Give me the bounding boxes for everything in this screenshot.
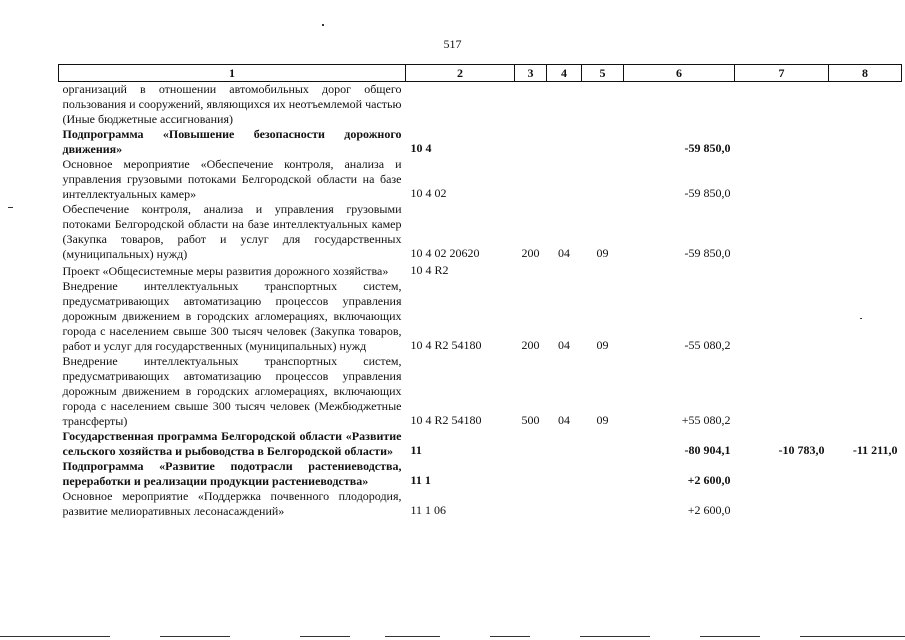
header-row: [59, 65, 902, 82]
table-row: [59, 157, 902, 202]
row-col4-cell: 04: [558, 246, 570, 260]
column-header: 5: [582, 65, 624, 82]
row-code-cell: 11 1: [410, 473, 431, 487]
row-col7-cell: -10 783,0: [778, 443, 825, 457]
row-col7-cell: [735, 354, 829, 429]
column-header: 4: [547, 65, 582, 82]
row-col3-cell: [515, 489, 547, 519]
row-col5-cell: [582, 262, 624, 279]
table-body: [59, 82, 902, 520]
row-col7-cell: [735, 82, 829, 128]
row-col8-cell: [829, 354, 902, 429]
scan-speck: [8, 207, 13, 208]
row-col7-cell: [735, 262, 829, 279]
row-col4-cell: [547, 262, 582, 279]
row-name-cell: Проект «Общесистемные меры развития дорожного хозяйства»: [62, 264, 389, 278]
row-col7-cell: [735, 127, 829, 157]
table-row: [59, 127, 902, 157]
row-col4-cell: [547, 82, 582, 128]
row-name-cell: Основное мероприятие «Поддержка почвенного плодородия, развитие мелиоративных лесонасаждений»: [62, 489, 402, 518]
row-col8-cell: [829, 202, 902, 262]
table-row: [59, 354, 902, 429]
row-col8-cell: [829, 262, 902, 279]
row-col4-cell: 04: [558, 413, 570, 427]
table-row: [59, 429, 902, 459]
row-name-cell: Внедрение интеллектуальных транспортных систем, предусматривающих автоматизацию процессов управления дорожным движением в городских агломерациях, включающих города с населением свыше 300 тысяч человек (Закупка товаров, работ и услуг для государственных (муниципальных) нужд: [62, 279, 402, 353]
column-header: 2: [406, 65, 515, 82]
budget-table: [58, 64, 902, 519]
row-name-cell: Подпрограмма «Повышение безопасности дорожного движения»: [62, 127, 402, 156]
row-name-cell: Основное мероприятие «Обеспечение контроля, анализа и управления грузовыми потоками Белгородской области на базе интеллектуальных камер»: [62, 157, 402, 201]
column-header: 3: [515, 65, 547, 82]
row-col3-cell: [515, 127, 547, 157]
table-row: [59, 489, 902, 519]
row-col4-cell: [547, 157, 582, 202]
row-col6-cell: +2 600,0: [687, 473, 731, 487]
row-col3-cell: 500: [521, 413, 540, 427]
row-col4-cell: [547, 459, 582, 489]
row-col6-cell: -59 850,0: [684, 141, 731, 155]
row-col3-cell: [515, 429, 547, 459]
row-col3-cell: [515, 459, 547, 489]
row-col4-cell: [547, 429, 582, 459]
row-col7-cell: [735, 157, 829, 202]
column-header: 7: [735, 65, 829, 82]
row-col4-cell: [547, 127, 582, 157]
row-col6-cell: -55 080,2: [684, 338, 731, 352]
scan-speck: [860, 318, 862, 319]
row-col7-cell: [735, 489, 829, 519]
row-name-cell: Обеспечение контроля, анализа и управления грузовыми потоками Белгородской области на базе интеллектуальных камер (Закупка товаров, работ и услуг для государственных (муниципальных) нужд): [62, 202, 402, 261]
row-col6-cell: [624, 82, 735, 128]
row-name-cell: Подпрограмма «Развитие подотрасли растениеводства, переработки и реализации продукции растениеводства»: [62, 459, 402, 488]
row-col5-cell: [582, 82, 624, 128]
row-col8-cell: [829, 157, 902, 202]
table-row: [59, 279, 902, 354]
row-col5-cell: [582, 459, 624, 489]
row-col4-cell: [547, 489, 582, 519]
row-code-cell: 10 4 02: [410, 186, 447, 200]
row-code-cell: 10 4 R2: [410, 263, 449, 277]
scan-speck: [322, 24, 324, 26]
table-row: [59, 262, 902, 279]
row-col6-cell: +55 080,2: [681, 413, 731, 427]
row-col6-cell: -59 850,0: [684, 246, 731, 260]
row-col6-cell: -59 850,0: [684, 186, 731, 200]
row-col5-cell: 09: [596, 246, 609, 260]
row-col3-cell: 200: [521, 246, 540, 260]
row-col3-cell: [515, 82, 547, 128]
row-col6-cell: -80 904,1: [684, 443, 731, 457]
row-col5-cell: 09: [596, 413, 609, 427]
table-row: [59, 459, 902, 489]
row-col8-cell: -11 211,0: [852, 443, 898, 457]
row-col8-cell: [829, 279, 902, 354]
page-bottom-edge: [0, 634, 905, 640]
row-col6-cell: [624, 262, 735, 279]
row-col8-cell: [829, 127, 902, 157]
row-code-cell: [406, 82, 515, 128]
row-name-cell: Государственная программа Белгородской области «Развитие сельского хозяйства и рыбоводства в Белгородской области»: [62, 429, 402, 458]
page-number: 517: [443, 37, 462, 51]
row-col5-cell: [582, 489, 624, 519]
row-code-cell: 10 4 02 20620: [410, 246, 480, 260]
row-col5-cell: [582, 429, 624, 459]
row-code-cell: 10 4 R2 54180: [410, 338, 482, 352]
row-name-cell: организаций в отношении автомобильных дорог общего пользования и сооружений, являющихся их неотъемлемой частью (Иные бюджетные ассигнования): [62, 82, 402, 126]
row-code-cell: 11: [410, 443, 422, 457]
table-row: [59, 202, 902, 262]
column-header: 8: [829, 65, 902, 82]
row-col7-cell: [735, 202, 829, 262]
row-code-cell: 10 4 R2 54180: [410, 413, 482, 427]
row-col5-cell: [582, 127, 624, 157]
row-code-cell: 11 1 06: [410, 503, 447, 517]
row-col8-cell: [829, 82, 902, 128]
column-header: 1: [59, 65, 406, 82]
column-header: 6: [624, 65, 735, 82]
row-col4-cell: 04: [558, 338, 570, 352]
row-col6-cell: +2 600,0: [687, 503, 731, 517]
row-col8-cell: [829, 459, 902, 489]
row-code-cell: 10 4: [410, 141, 432, 155]
row-col8-cell: [829, 489, 902, 519]
row-col5-cell: [582, 157, 624, 202]
row-col3-cell: [515, 157, 547, 202]
row-name-cell: Внедрение интеллектуальных транспортных систем, предусматривающих автоматизацию процессов управления дорожным движением в городских агломерациях, включающих города с населением свыше 300 тысяч человек (Межбюджетные трансферты): [62, 354, 402, 428]
row-col7-cell: [735, 279, 829, 354]
row-col3-cell: 200: [521, 338, 540, 352]
row-col5-cell: 09: [596, 338, 609, 352]
table-row: [59, 82, 902, 128]
row-col7-cell: [735, 459, 829, 489]
row-col3-cell: [515, 262, 547, 279]
